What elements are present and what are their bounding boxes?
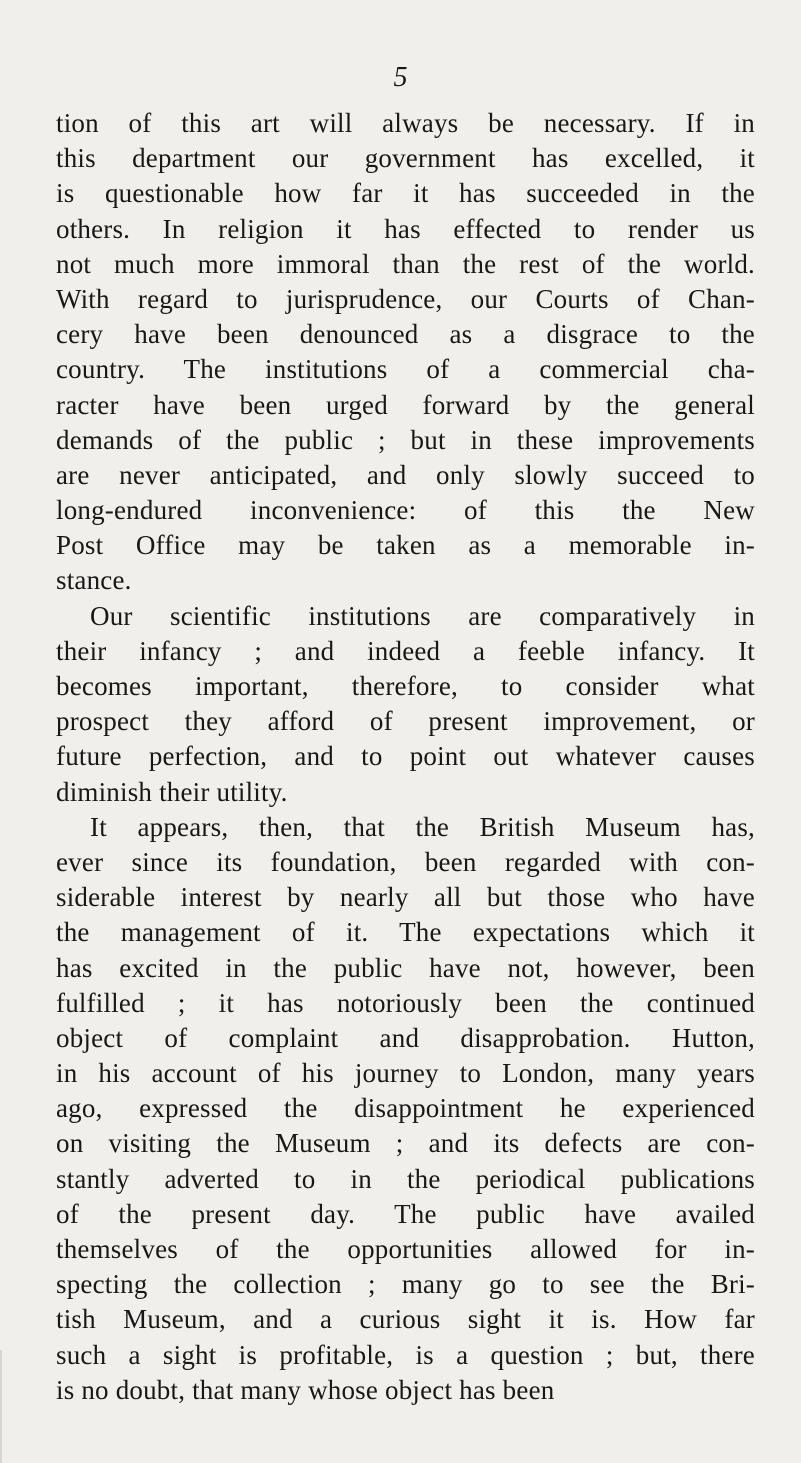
text-line: themselves of the opportunities allowed for in- bbox=[56, 1234, 755, 1264]
text-line: specting the collection ; many go to see the Bri- bbox=[56, 1269, 755, 1300]
page-body-text bbox=[56, 106, 755, 1408]
text-line: tish Museum, and a curious sight it is. How far bbox=[56, 1304, 755, 1335]
text-line: others. In religion it has effected to render us bbox=[56, 213, 755, 244]
text-line: It appears, then, that the British Museum has, bbox=[90, 811, 755, 842]
paragraph bbox=[56, 810, 755, 1408]
text-line: fulfilled ; it has notoriously been the continued bbox=[56, 987, 755, 1018]
paragraph bbox=[56, 106, 755, 599]
text-line: not much more immoral than the rest of the world. bbox=[56, 248, 755, 279]
text-line: diminish their utility. bbox=[56, 776, 288, 807]
text-line: such a sight is profitable, is a question ; but, there bbox=[56, 1339, 755, 1370]
text-line: ago, expressed the disappointment he experienced bbox=[56, 1093, 755, 1124]
text-line: tion of this art will always be necessary. If in bbox=[56, 108, 755, 138]
text-line: on visiting the Museum ; and its defects are con- bbox=[56, 1128, 755, 1159]
text-line: country. The institutions of a commercial cha- bbox=[56, 354, 755, 385]
text-line: their infancy ; and indeed a feeble infancy. It bbox=[56, 635, 755, 666]
text-line: future perfection, and to point out whatever causes bbox=[56, 741, 755, 772]
text-line: ever since its foundation, been regarded with con- bbox=[56, 846, 755, 877]
text-line: With regard to jurisprudence, our Courts of Chan- bbox=[56, 283, 755, 314]
page-number: 5 bbox=[393, 62, 408, 93]
text-line: prospect they afford of present improvement, or bbox=[56, 706, 755, 737]
text-line: is questionable how far it has succeeded in the bbox=[56, 178, 755, 209]
text-line: the management of it. The expectations which it bbox=[56, 917, 755, 948]
text-line: of the present day. The public have availed bbox=[56, 1198, 755, 1229]
text-line: object of complaint and disapprobation. Hutton, bbox=[56, 1022, 755, 1053]
text-line: Post Office may be taken as a memorable in- bbox=[56, 530, 755, 561]
page-edge-mark bbox=[0, 1350, 2, 1463]
text-line: becomes important, therefore, to consider what bbox=[56, 671, 755, 701]
text-line: racter have been urged forward by the general bbox=[56, 389, 755, 420]
text-line: stantly adverted to in the periodical publications bbox=[56, 1163, 755, 1194]
text-line: long-endured inconvenience: of this the New bbox=[56, 495, 755, 526]
text-line: are never anticipated, and only slowly succeed to bbox=[56, 459, 755, 490]
text-line: this department our government has excelled, it bbox=[56, 143, 755, 174]
text-line: cery have been denounced as a disgrace to the bbox=[56, 319, 755, 350]
text-line: is no doubt, that many whose object has been bbox=[56, 1374, 555, 1405]
text-line: Our scientific institutions are comparatively in bbox=[90, 600, 755, 631]
text-line: siderable interest by nearly all but those who have bbox=[56, 882, 755, 913]
text-line: stance. bbox=[56, 565, 132, 596]
paragraph bbox=[56, 599, 755, 810]
text-line: demands of the public ; but in these improvements bbox=[56, 424, 755, 455]
text-line: in his account of his journey to London, many years bbox=[56, 1058, 755, 1089]
text-line: has excited in the public have not, however, been bbox=[56, 952, 755, 983]
